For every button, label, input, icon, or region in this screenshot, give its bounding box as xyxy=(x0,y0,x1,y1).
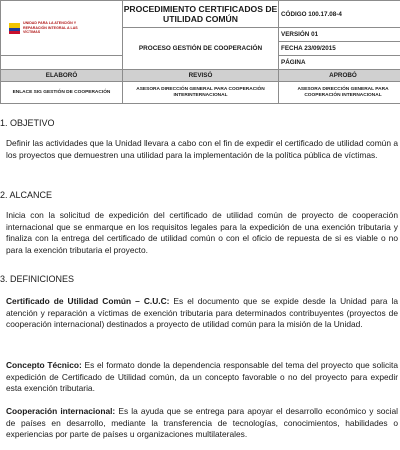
header-table xyxy=(0,0,400,104)
process-name: PROCESO GESTIÓN DE COOPERACIÓN xyxy=(123,28,279,70)
logo-cell xyxy=(1,1,123,56)
document-page: PÁGINA xyxy=(279,56,400,70)
section-definiciones-title: 3. DEFINICIONES xyxy=(0,274,75,284)
aprobo-value: ASESORA DIRECCIÓN GENERAL PARA COOPERACIÓN INTERNACIONAL xyxy=(279,82,400,104)
reviso-label: REVISÓ xyxy=(123,70,279,82)
definition-cuc-term: Certificado de Utilidad Común – C.U.C: xyxy=(6,296,170,306)
reviso-value: ASESORA DIRECCIÓN GENERAL PARA COOPERACIÓN INTERINTERNACIONAL xyxy=(123,82,279,104)
definition-cooperacion-text: Es la ayuda que se entrega para apoyar el desarrollo económico y social de países en desarrollo, mediante la transferencia de tecnologías, conocimientos, habilidades o experiencias por parte de países u organizaciones multilaterales. xyxy=(6,406,398,440)
document-title: PROCEDIMIENTO CERTIFICADOS DE UTILIDAD COMÚN xyxy=(123,1,279,28)
definition-concepto-text: Es el formato donde la dependencia responsable del tema del proyecto que solicita expedición de Certificado de Utilidad común, da un concepto favorable o no del proyecto para expedir esta exención tributaria. xyxy=(6,360,398,394)
definition-concepto xyxy=(6,360,398,395)
section-objetivo-title: 1. OBJETIVO xyxy=(0,118,55,128)
section-alcance-title: 2. ALCANCE xyxy=(0,190,53,200)
logo-spacer xyxy=(1,56,123,70)
document-date: FECHA 23/09/2015 xyxy=(279,42,400,56)
document-version: VERSIÓN 01 xyxy=(279,28,400,42)
section-alcance-text: Inicia con la solicitud de expedición del certificado de utilidad común de proyecto de cooperación internacional que se enmarque en los requisitos legales para la expedición de una exención tributaria y finaliza con la entrega del certificado de utilidad común o con el oficio de repuesta de si es viable o no para la exención tributaria el proyecto. xyxy=(6,210,398,255)
document-code: CÓDIGO 100.17.08-4 xyxy=(279,1,400,28)
unidad-logo xyxy=(1,21,122,34)
logo-text: UNIDAD PARA LA ATENCIÓN Y REPARACIÓN INTEGRAL A LAS VÍCTIMAS xyxy=(23,21,78,35)
elaboro-value: ENLACE SIG GESTIÓN DE COOPERACIÓN xyxy=(1,82,123,104)
definition-cooperacion xyxy=(6,406,398,441)
definition-concepto-term: Concepto Técnico: xyxy=(6,360,82,370)
aprobo-label: APROBÓ xyxy=(279,70,400,82)
colombia-flag-icon xyxy=(9,23,20,34)
section-objetivo-text: Definir las actividades que la Unidad llevara a cabo con el fin de expedir el certificado de utilidad común a los proyectos que demuestren una utilidad para la implementación de la política pública de víctimas. xyxy=(6,138,398,160)
definition-cooperacion-term: Cooperación internacional: xyxy=(6,406,116,416)
elaboro-label: ELABORÓ xyxy=(1,70,123,82)
definition-cuc xyxy=(6,296,398,331)
document-header xyxy=(0,0,400,104)
definition-cuc-text: Es el documento que se expide desde la Unidad para la atención y reparación a víctimas de exención tributaria para determinados contribuyentes (proyectos de cooperación internacional) destinados a proyecto de utilidad común para la misión de la Unidad. xyxy=(6,296,398,330)
